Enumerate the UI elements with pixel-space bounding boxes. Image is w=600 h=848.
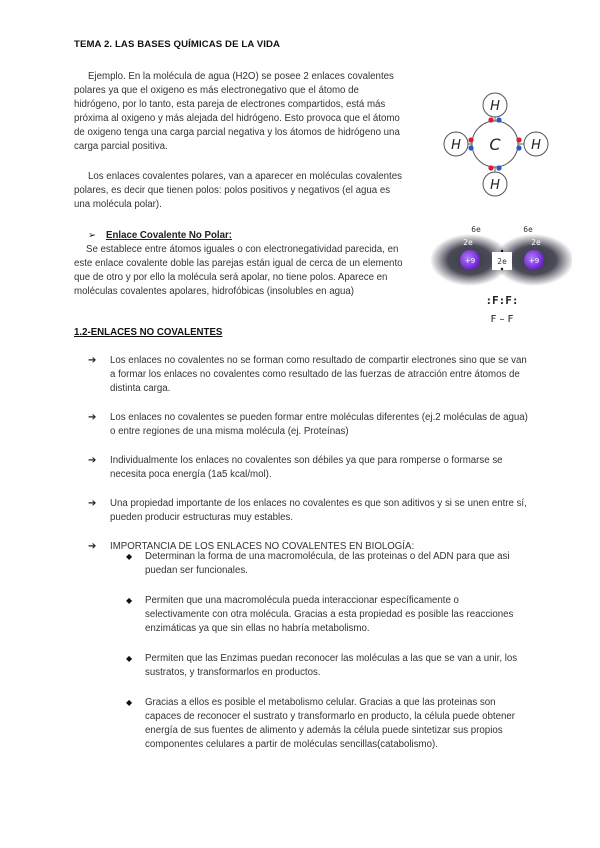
outer-shell-label-left: 6e <box>471 225 481 234</box>
inner-shell-label-right: 2e <box>531 238 541 247</box>
subheading-text: Enlace Covalente No Polar: <box>106 230 232 241</box>
ch4-bond-diagram <box>436 88 556 204</box>
hydrogen-label-right: H <box>531 138 541 153</box>
diamond-bullet-icon: ◆ <box>126 552 133 561</box>
bullet-list <box>88 354 528 569</box>
paragraph-water-example: Ejemplo. En la molécula de agua (H2O) se posee 2 enlaces covalentes polares ya que el oxigeno es más electronegativo que el átomo de hidrógeno, por lo tanto, esta pareja de electrones compartidos, está más próxima al oxigeno y más alejada del hidrógeno. Esto provoca que el átomo de oxigeno tenga una carga parcial negativa y los átomos de hidrógeno una carga parcial positiva. <box>74 71 400 152</box>
arrow-bullet-icon: ➔ <box>88 412 97 423</box>
hydrogen-label-left: H <box>451 138 461 153</box>
nucleus-label-left: +9 <box>464 257 476 265</box>
f2-formula: F – F <box>490 314 514 325</box>
diamond-bullet-icon: ◆ <box>126 596 133 605</box>
f2-bond-diagram <box>424 224 572 330</box>
list-item: ◆ Determinan la forma de una macromolécula, de las proteinas o del ADN para que asi puedan ser funcionales. <box>126 551 510 576</box>
section-heading: 1.2-ENLACES NO COVALENTES <box>74 327 223 338</box>
nucleus-label-right: +9 <box>528 257 540 265</box>
arrow-bullet-icon: ➔ <box>88 498 97 509</box>
shared-electron-dot <box>501 250 503 252</box>
list-item: ◆ Permiten que una macromolécula pueda interaccionar específicamente o selectivamente con otra molécula. Gracias a esta propiedad es posible las reacciones enzimáticas ya que sin ellas no habría metabolismo. <box>126 595 514 634</box>
shared-electrons-label: 2e <box>497 257 507 266</box>
list-item: ➔ Individualmente los enlaces no covalentes son débiles ya que para romperse o formarse se necesita poca energía (1a5 kcal/mol). <box>88 455 503 480</box>
outer-shell-label-right: 6e <box>523 225 533 234</box>
paragraph-nonpolar: Se establece entre átomos iguales o con electronegatividad parecida, en este enlace covalente doble las parejas están igual de cerca de un elemento que de otro y por ello la molécula será apolar, no tiene polos. Aparece en moléculas covalentes apolares, hidrofóbicas (insolubles en agua) <box>74 244 403 297</box>
hydrogen-label-bottom: H <box>490 178 500 193</box>
sub-bullet-list <box>126 550 526 768</box>
shared-electron-dot <box>501 268 503 270</box>
hydrogen-label-top: H <box>490 99 500 114</box>
carbon-label: C <box>489 135 501 154</box>
list-item: ◆ Permiten que las Enzimas puedan reconocer las moléculas a las que se van a unir, los sustratos, y transformarlos en productos. <box>126 653 518 678</box>
list-item: ➔ IMPORTANCIA DE LOS ENLACES NO COVALENTES EN BIOLOGÍA: <box>88 541 415 552</box>
diamond-bullet-icon: ◆ <box>126 698 133 707</box>
lewis-structure: :F:F: <box>485 294 519 307</box>
inner-shell-label-left: 2e <box>463 238 473 247</box>
arrow-bullet-icon: ➔ <box>88 455 97 466</box>
arrow-bullet-icon: ➔ <box>88 355 97 366</box>
arrowhead-bullet-icon: ➢ <box>88 230 97 241</box>
paragraph-polar-molecules: Los enlaces covalentes polares, van a aparecer en moléculas covalentes polares, es decir que tienen polos: polos positivos y negativos (el agua es una molécula polar). <box>74 171 402 210</box>
list-item: ◆ Gracias a ellos es posible el metabolismo celular. Gracias a que las proteinas son capaces de reconocer el sustrato y transformarlo en producto, la célula puede obtener energía de sus fuentes de alimento y además la célula puede sintetizar sus propios componentes celulares a partir de moléculas sencillas(catabolismo). <box>126 697 515 750</box>
list-item: ➔ Una propiedad importante de los enlaces no covalentes es que son aditivos y si se unen entre sí, pueden producir estructuras muy estables. <box>88 498 527 523</box>
subheading-nonpolar <box>88 230 232 241</box>
list-item: ➔ Los enlaces no covalentes se pueden formar entre moléculas diferentes (ej.2 moléculas de agua) o entre regiones de una misma molécula (ej. Proteínas) <box>88 412 528 437</box>
page-title: TEMA 2. LAS BASES QUÍMICAS DE LA VIDA <box>74 39 281 50</box>
arrow-bullet-icon: ➔ <box>88 541 97 552</box>
diamond-bullet-icon: ◆ <box>126 654 133 663</box>
list-item: ➔ Los enlaces no covalentes no se forman como resultado de compartir electrones sino que se van a formar los enlaces no covalentes como resultado de las fuerzas de atracción entre átomos de distinta carga. <box>88 355 527 394</box>
